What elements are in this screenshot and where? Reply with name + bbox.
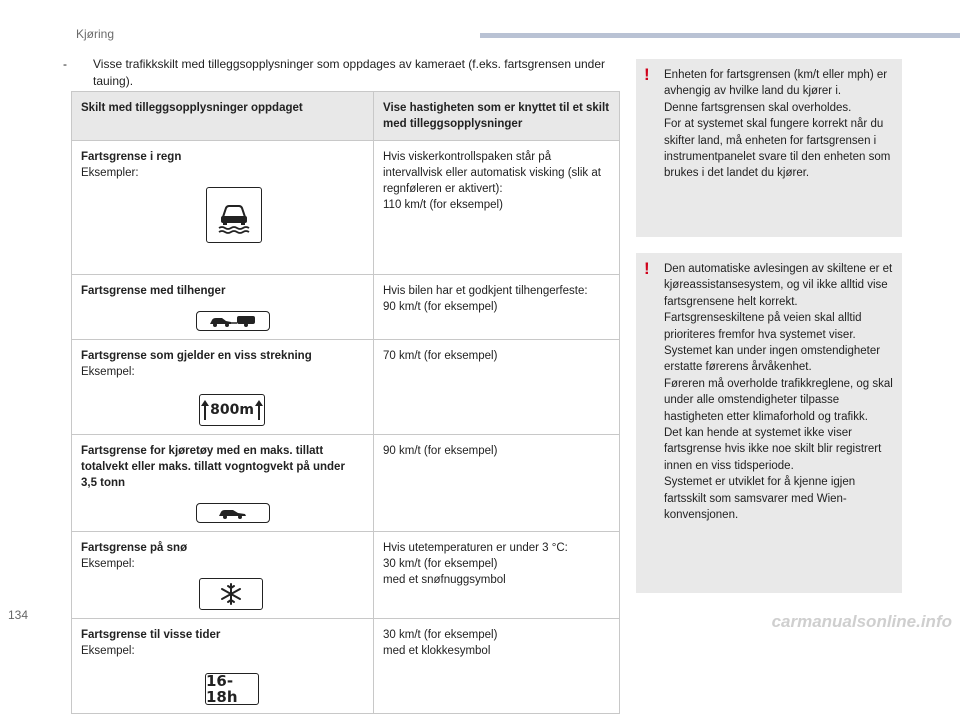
row-description: 90 km/t (for eksempel) xyxy=(383,301,498,313)
table-header-row xyxy=(72,92,620,141)
note-text: Den automatiske avlesingen av skiltene er et kjøreassistansesystem, og vil ikke alltid vise fartsgrensene helt korrekt. xyxy=(664,263,893,308)
table-row xyxy=(72,141,620,275)
distance-sign-text: 800m xyxy=(210,402,254,418)
row-description: 30 km/t (for eksempel) xyxy=(383,558,498,570)
distance-sign xyxy=(199,394,265,426)
table-header: Skilt med tilleggsopplysninger oppdaget xyxy=(72,92,374,141)
arrow-up-icon xyxy=(200,399,210,421)
snowflake-icon xyxy=(199,578,263,610)
table-cell xyxy=(72,435,374,532)
note-text: Det kan hende at systemet ikke viser fartsgrense hvis ikke noe skilt blir registrert innen en viss tidsperiode. xyxy=(664,427,882,472)
row-description: 30 km/t (for eksempel) xyxy=(383,629,498,641)
intro-paragraph xyxy=(63,56,608,90)
row-description: Hvis utetemperaturen er under 3 °C: xyxy=(383,542,568,554)
row-description: 70 km/t (for eksempel) xyxy=(383,350,498,362)
row-description: Hvis bilen har et godkjent tilhengerfeste: xyxy=(383,285,588,297)
warning-note xyxy=(636,59,902,237)
note-text: For at systemet skal fungere korrekt når du skifter land, må enheten for fartsgrensen i instrumentpanelet svare til den enheten som brukes i det landet du kjører. xyxy=(664,118,891,180)
row-title: Fartsgrense med tilhenger xyxy=(81,285,226,297)
table-cell xyxy=(374,619,620,714)
row-title: Fartsgrense på snø xyxy=(81,542,188,554)
note-text: Denne fartsgrensen skal overholdes. xyxy=(664,101,852,114)
time-sign xyxy=(205,673,259,705)
table-row xyxy=(72,532,620,619)
intro-text: Visse trafikkskilt med tilleggsopplysninger som oppdages av kameraet (f.eks. fartsgrensen under tauing). xyxy=(93,57,606,88)
sign-table xyxy=(71,91,620,714)
row-description: med et snøfnuggsymbol xyxy=(383,574,506,586)
note-text: Systemet kan under ingen omstendigheter erstatte førerens årvåkenhet. xyxy=(664,345,881,374)
car-with-trailer-icon xyxy=(196,311,270,331)
table-row xyxy=(72,435,620,532)
table-cell xyxy=(72,275,374,340)
row-title: Fartsgrense som gjelder en viss strekning xyxy=(81,350,312,362)
watermark: carmanualsonline.info xyxy=(771,612,952,631)
table-cell xyxy=(72,532,374,619)
arrow-up-icon xyxy=(254,399,264,421)
table-header: Vise hastigheten som er knyttet til et skilt med tilleggsopplysninger xyxy=(374,92,620,141)
car-side-icon xyxy=(196,503,270,523)
table-cell xyxy=(72,619,374,714)
row-description: Hvis viskerkontrollspaken står på intervallvisk eller automatisk visking (slik at regnføleren er aktivert): xyxy=(383,151,601,195)
table-cell xyxy=(374,340,620,435)
table-cell xyxy=(72,141,374,275)
table-row xyxy=(72,275,620,340)
row-title: Fartsgrense for kjøretøy med en maks. tillatt totalvekt eller maks. tillatt vogntogvekt på under 3,5 tonn xyxy=(81,445,345,489)
table-cell xyxy=(72,340,374,435)
table-cell xyxy=(374,275,620,340)
warning-icon: ! xyxy=(644,259,650,278)
header-bar xyxy=(480,33,960,38)
row-example-label: Eksempel: xyxy=(81,558,135,570)
row-description: 90 km/t (for eksempel) xyxy=(383,445,498,457)
row-title: Fartsgrense i regn xyxy=(81,151,182,163)
time-sign-text: 16-18h xyxy=(206,672,238,706)
section-header: Kjøring xyxy=(76,27,115,41)
intro-dash: - xyxy=(63,57,67,71)
warning-icon: ! xyxy=(644,65,650,84)
note-text: Føreren må overholde trafikkreglene, og skal under alle omstendigheter tilpasse hastigheten etter klimaforhold og trafikk. xyxy=(664,377,893,423)
row-example-label: Eksempler: xyxy=(81,167,139,179)
table-cell xyxy=(374,141,620,275)
row-description: 110 km/t (for eksempel) xyxy=(383,199,503,211)
table-cell xyxy=(374,532,620,619)
row-title: Fartsgrense til visse tider xyxy=(81,629,221,641)
note-text: Fartsgrenseskiltene på veien skal alltid prioriteres fremfor hva systemet viser. xyxy=(664,312,862,341)
warning-note xyxy=(636,253,902,593)
page-number: 134 xyxy=(8,608,29,622)
table-row xyxy=(72,619,620,714)
row-description: med et klokkesymbol xyxy=(383,645,491,657)
row-example-label: Eksempel: xyxy=(81,366,135,378)
table-cell xyxy=(374,435,620,532)
car-on-wet-road-icon xyxy=(206,187,262,243)
note-text: Enheten for fartsgrensen (km/t eller mph) er avhengig av hvilke land du kjører i. xyxy=(664,69,888,98)
row-example-label: Eksempel: xyxy=(81,645,135,657)
note-text: Systemet er utviklet for å kjenne igjen fartsskilt som samsvarer med Wien-konvensjonen. xyxy=(664,476,856,522)
table-row xyxy=(72,340,620,435)
